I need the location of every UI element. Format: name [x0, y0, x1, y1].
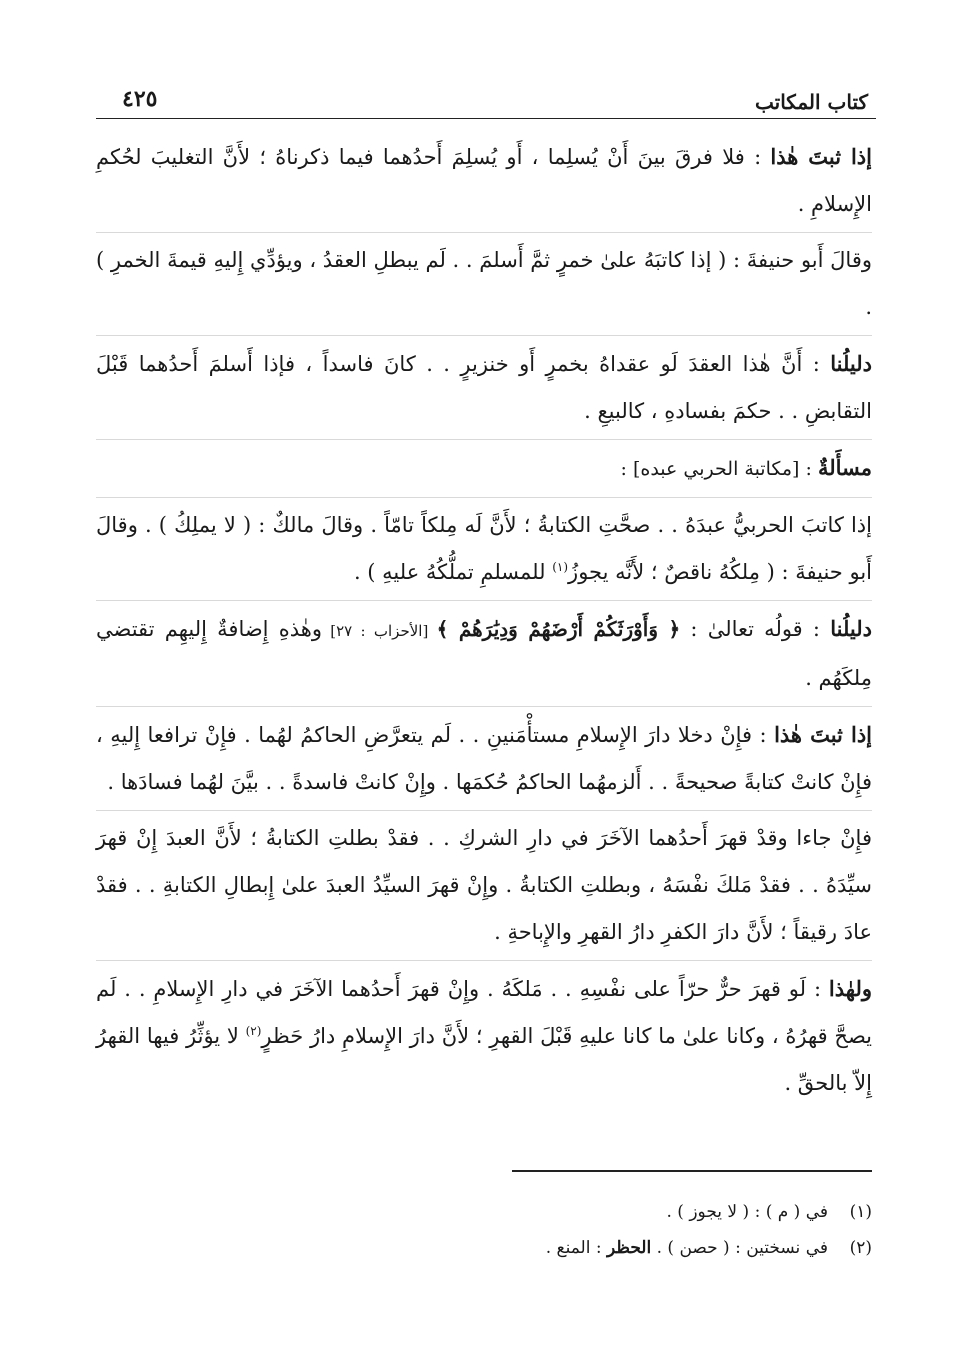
footnotes — [96, 1170, 872, 1266]
paragraph-8 — [96, 960, 872, 1111]
footnote-term: الحظر — [607, 1238, 652, 1258]
body-text — [96, 133, 876, 1111]
paragraph-text: : لَو قهرَ حرٌّ حرّاً على نفْسِهِ . . مَلكَهُ . وإِنْ قهرَ أَحدُهما الآخَرَ في دارِ الإِسلامِ . . لَم يصحَّ قهرُهُ ، وكانا علىٰ ما كانا عليهِ قَبْلَ القهرِ ؛ لأَنَّ دارَ الإِسلامِ دارُ حَظرٍ — [96, 977, 872, 1048]
paragraph-lead: إذا ثبتَ هٰذا — [770, 144, 872, 169]
masala-label: مسأَلةٌ — [817, 455, 872, 480]
footnote-2 — [96, 1230, 872, 1266]
paragraph-text-continued: لا يؤثِّرُ فيها القهرُ إِلاّ بالحقِّ . — [96, 1024, 872, 1095]
paragraph-text-continued: وهٰذهِ إِضافةٌ إِليهِم تقتضي مِلكَهُم . — [96, 617, 872, 690]
footnote-1 — [96, 1194, 872, 1230]
paragraph-lead: دليلُنا — [830, 351, 872, 376]
paragraph-text-continued: للمسلمِ تملُّكُهُ عليهِ ) . — [353, 560, 553, 584]
paragraph-2 — [96, 232, 872, 335]
running-head — [96, 84, 876, 119]
paragraph-text: إذا كاتبَ الحربيُّ عبدَهُ . . صحَّتِ الكتابةُ ؛ لأَنَّ لَه مِلكاً تامّاً . وقالَ مالكٌ : ( لا يملِكُ ) . وقالَ أَبو حنيفةَ : ( مِلكُهُ ناقصٌ ؛ لأَنَّه يجوزُ — [96, 513, 872, 584]
paragraph-3 — [96, 335, 872, 439]
footnote-number: (٢) — [849, 1238, 872, 1258]
paragraph-text: : فلا فرقَ بينَ أَنْ يُسلِما ، أَو يُسلِمَ أَحدُهما فيما ذكرناهُ ؛ لأَنَّ التغليبَ لحُكمِ الإِسلامِ . — [96, 145, 872, 216]
paragraph-6 — [96, 706, 872, 810]
page-number: ٤٢٥ — [122, 86, 158, 112]
book-title: كتاب المكاتب — [755, 90, 868, 114]
paragraph-1 — [96, 133, 872, 232]
paragraph-text: فإِنْ جاءا وقدْ قهرَ أَحدُهما الآخَرَ في دارِ الشركِ . . فقدْ بطلتِ الكتابةُ ؛ لأَنَّ العبدَ إِنْ قهرَ سيِّدَهُ . . فقدْ مَلكَ نفْسَهُ ، وبطلتِ الكتابةُ . وإِنْ قهرَ السيِّدُ العبدَ علىٰ إِبطالِ الكتابةِ . . فقدْ عادَ رقيقاً ؛ لأَنَّ دارَ الكفرِ دارُ القهرِ والإِباحةِ . — [96, 826, 872, 944]
quran-verse: ﴿ وَأَوْرَثَكُمْ أَرْضَهُمْ وَدِيَٰرَهُمْ ﴾ — [436, 617, 681, 641]
paragraph-7 — [96, 810, 872, 960]
footnote-text: في ( م ) : ( لا يجوز ) . — [666, 1202, 828, 1222]
masala-title: : [مكاتبة الحربي عبده] : — [620, 458, 818, 480]
footnote-marker-1[interactable]: (١) — [552, 560, 569, 574]
paragraph-4 — [96, 497, 872, 600]
footnote-text-continued: : المنع . — [545, 1238, 607, 1258]
paragraph-lead: ولهٰذا — [828, 976, 872, 1001]
paragraph-5 — [96, 600, 872, 706]
footnote-divider — [512, 1170, 872, 1172]
paragraph-text: : قولُه تعالىٰ : — [680, 617, 831, 641]
verse-reference: [الأحزاب : ٢٧] — [321, 622, 437, 640]
footnote-number: (١) — [849, 1202, 872, 1222]
footnote-text: في نسختين : ( حصن ) . — [651, 1238, 828, 1258]
paragraph-lead: إذا ثبتَ هٰذا — [774, 722, 872, 747]
paragraph-text: : فإِنْ دخلا دارَ الإِسلامِ مستأْمَنينِ . . لَم يتعرَّضِ الحاكمُ لهُما . فإِنْ ترافعا إِليهِ ، فإِنْ كانتْ كتابةً صحيحةً . . أَلزمهُما الحاكمُ حُكمَها . وإِنْ كانتْ فاسدةً . . بيَّنَ لهُما فسادَها . — [96, 723, 872, 794]
book-page — [96, 84, 876, 1284]
paragraph-text: : أَنَّ هٰذا العقدَ لَو عقداهُ بخمرٍ أَو خنزيرٍ . . كانَ فاسداً ، فإذا أَسلمَ أَحدُهما قَبْلَ التقابضِ . . حكمَ بفسادهِ ، كالبيعِ . — [96, 352, 872, 423]
paragraph-text: وقالَ أَبو حنيفةَ : ( إذا كاتبَهُ علىٰ خمرٍ ثمَّ أَسلمَ . . لَم يبطلِ العقدُ ، ويؤدِّي إِليهِ قيمةَ الخمرِ ) . — [96, 248, 872, 319]
masala-heading — [96, 439, 872, 497]
footnote-marker-2[interactable]: (٢) — [245, 1024, 262, 1038]
paragraph-lead: دليلُنا — [830, 616, 872, 641]
